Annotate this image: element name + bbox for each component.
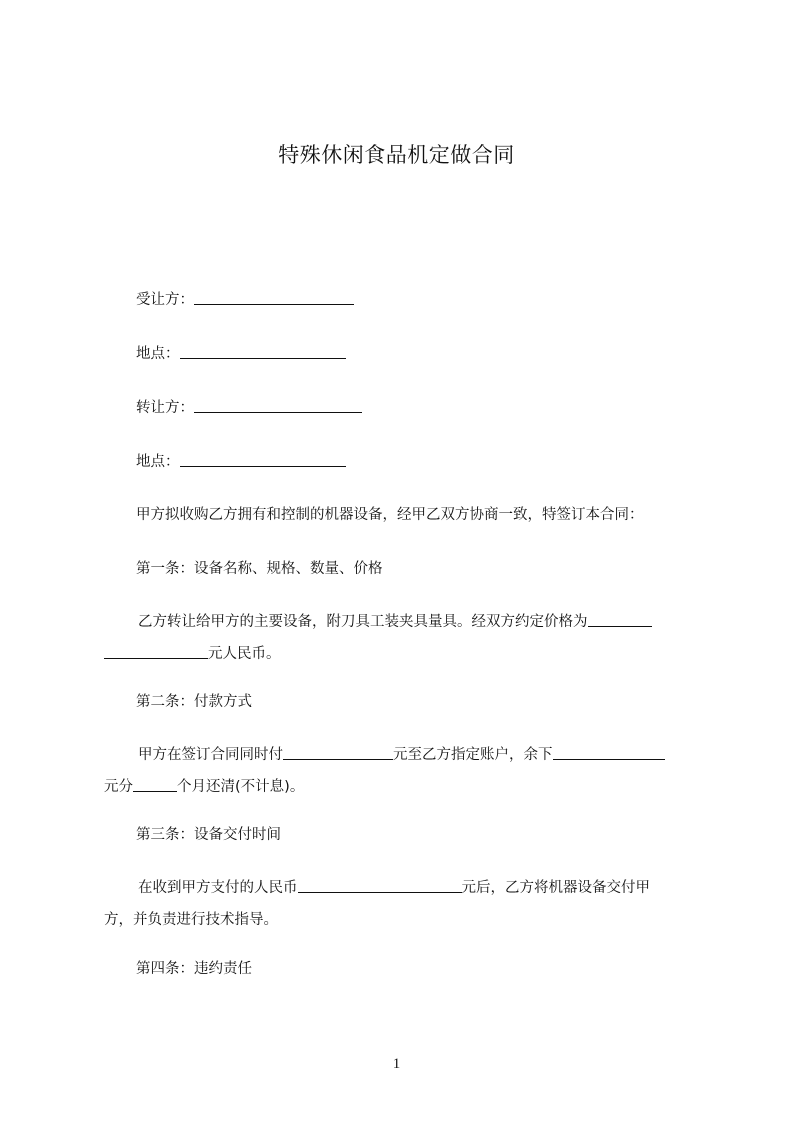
article-1-heading: 第一条：设备名称、规格、数量、价格 xyxy=(136,561,383,577)
field-label: 地点： xyxy=(136,454,180,470)
paragraph-line xyxy=(104,877,704,909)
paragraph-line xyxy=(104,909,704,941)
field-transferee-address xyxy=(136,343,346,365)
article-2-body xyxy=(104,744,704,808)
blank-line[interactable] xyxy=(194,398,362,413)
field-transferee xyxy=(136,289,354,311)
paragraph-line xyxy=(104,776,704,808)
article-4-heading: 第四条：违约责任 xyxy=(136,961,252,977)
field-label: 转让方： xyxy=(136,400,194,416)
paragraph-text: 元后，乙方将机器设备交付甲 xyxy=(461,880,650,896)
paragraph-line xyxy=(104,744,704,776)
paragraph-text: 个月还清(不计息)。 xyxy=(177,779,305,795)
blank-line[interactable] xyxy=(553,745,665,760)
blank-line[interactable] xyxy=(180,344,346,359)
blank-line[interactable] xyxy=(180,452,346,467)
field-label: 地点： xyxy=(136,346,180,362)
paragraph-text: 在收到甲方支付的人民币 xyxy=(138,880,298,896)
paragraph-text: 元分 xyxy=(104,779,133,795)
paragraph-text: 乙方转让给甲方的主要设备，附刀具工装夹具量具。经双方约定价格为 xyxy=(138,614,588,630)
field-transferor xyxy=(136,397,362,419)
paragraph-text: 甲方在签订合同同时付 xyxy=(138,747,283,763)
paragraph-line xyxy=(104,611,704,643)
paragraph-text: 元人民币。 xyxy=(208,646,281,662)
article-3-heading: 第三条：设备交付时间 xyxy=(136,827,281,843)
page-number: 1 xyxy=(392,1056,401,1072)
blank-line[interactable] xyxy=(104,644,208,659)
article-3-body xyxy=(104,877,704,941)
blank-line[interactable] xyxy=(133,777,177,792)
blank-line[interactable] xyxy=(283,745,393,760)
blank-line[interactable] xyxy=(194,290,354,305)
paragraph-text: 元至乙方指定账户，余下 xyxy=(393,747,553,763)
field-label: 受让方： xyxy=(136,292,194,308)
blank-line[interactable] xyxy=(298,878,462,893)
article-2-heading: 第二条：付款方式 xyxy=(136,694,252,710)
intro-paragraph: 甲方拟收购乙方拥有和控制的机器设备，经甲乙双方协商一致，特签订本合同： xyxy=(136,507,644,523)
paragraph-text: 方，并负责进行技术指导。 xyxy=(104,912,278,928)
paragraph-line xyxy=(104,643,704,675)
blank-line[interactable] xyxy=(588,612,652,627)
field-transferor-address xyxy=(136,451,346,473)
article-1-body xyxy=(104,611,704,675)
document-title: 特殊休闲食品机定做合同 xyxy=(278,143,515,167)
